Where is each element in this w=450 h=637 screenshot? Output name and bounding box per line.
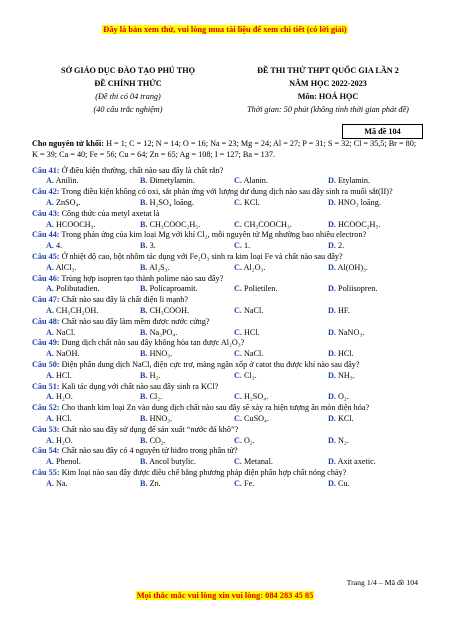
option-text: Cl₂. [149, 392, 163, 402]
option-letter: D. [328, 219, 336, 229]
option-letter: B. [140, 219, 148, 229]
option-letter: C. [234, 392, 242, 402]
option-letter: B. [140, 262, 148, 272]
option-text: Al(OH)₃. [337, 262, 368, 272]
option-letter: C. [234, 219, 242, 229]
option-text: Metanal. [244, 457, 273, 467]
option-text: Fe. [244, 478, 255, 488]
option-letter: D. [328, 413, 336, 423]
exam-code-box: Mã đề 104 [342, 124, 423, 139]
option-text: 2. [338, 241, 345, 251]
answer-option [46, 392, 140, 403]
option-text: NH₃. [338, 370, 355, 380]
option-text: NaNO₃. [338, 327, 365, 337]
option-letter: C. [234, 262, 242, 272]
option-text: Cl₂. [244, 370, 257, 380]
option-letter: A. [46, 219, 54, 229]
option-letter: C. [234, 284, 242, 294]
option-letter: B. [140, 370, 148, 380]
question-49 [32, 338, 424, 349]
option-text: 1. [244, 241, 251, 251]
answer-option [234, 220, 328, 231]
option-text: HCl. [56, 370, 72, 380]
option-text: HCOOCH₃. [56, 219, 96, 229]
school-year: NĂM HỌC 2022-2023 [289, 79, 367, 88]
answer-option [234, 328, 328, 339]
option-letter: A. [46, 478, 54, 488]
question-42 [32, 187, 424, 198]
option-letter: C. [234, 349, 242, 359]
option-text: Ancol butylic. [149, 457, 196, 467]
answer-options [32, 198, 424, 209]
answer-options [32, 306, 424, 317]
answer-option [140, 284, 234, 295]
option-letter: B. [140, 392, 148, 402]
option-text: HNO₃. [149, 413, 173, 423]
question-label: Câu 44: [32, 230, 60, 240]
answer-options [32, 263, 424, 274]
option-text: Zn. [149, 478, 161, 488]
option-text: Alanin. [243, 176, 268, 186]
answer-option [328, 414, 422, 425]
answer-options [32, 479, 424, 490]
answer-option [234, 414, 328, 425]
option-text: Polietilen. [244, 284, 278, 294]
option-text: Na₃PO₄. [149, 327, 178, 337]
option-letter: A. [46, 413, 54, 423]
question-48 [32, 317, 424, 328]
answer-option [234, 457, 328, 468]
option-text: NaCl. [56, 327, 76, 337]
question-text: Kim loại nào sau đây được điều chế bằng phương pháp điện phân hợp chất nóng chảy? [59, 467, 347, 477]
answer-option [328, 479, 422, 490]
option-text: NaCl. [244, 305, 264, 315]
question-text: Chất nào sau đây là chất điện li mạnh? [59, 295, 188, 305]
answer-option [46, 479, 140, 490]
option-letter: D. [328, 176, 336, 186]
option-letter: C. [234, 305, 242, 315]
answer-option [46, 220, 140, 231]
option-letter: D. [328, 327, 336, 337]
atomic-masses-label: Cho nguyên tử khối: [32, 139, 105, 148]
contact-banner-text: Mọi thắc mắc vui lòng xin vui lòng: 084 283 45 85 [136, 591, 314, 600]
answer-options [32, 284, 424, 295]
question-text: Ở điều kiện thường, chất nào sau đây là chất rắn? [59, 165, 224, 175]
question-list [32, 166, 424, 490]
answer-option [46, 176, 140, 187]
option-letter: A. [46, 305, 54, 315]
answer-option [46, 284, 140, 295]
question-52 [32, 403, 424, 414]
header-right [233, 64, 423, 116]
option-letter: B. [140, 413, 148, 423]
answer-option [328, 284, 422, 295]
answer-option [234, 371, 328, 382]
answer-option [46, 457, 140, 468]
answer-option [140, 349, 234, 360]
option-letter: B. [140, 349, 148, 359]
question-text: Công thức của metyl axetat là [59, 208, 160, 218]
department-name: SỞ GIÁO DỤC ĐÀO TẠO PHÚ THỌ [61, 66, 195, 75]
option-text: H₂. [149, 370, 161, 380]
option-text: Etylamin. [338, 176, 371, 186]
option-letter: B. [140, 457, 148, 467]
exam-title: ĐỀ THI THỬ THPT QUỐC GIA LẦN 2 [257, 66, 399, 75]
answer-option [234, 392, 328, 403]
option-letter: D. [328, 241, 336, 251]
option-text: NaCl. [244, 349, 264, 359]
question-text: Trùng hợp isopren tạo thành polime nào sau đây? [59, 273, 224, 283]
answer-options [32, 371, 424, 382]
question-54 [32, 446, 424, 457]
option-letter: B. [140, 176, 148, 186]
option-letter: A. [46, 370, 54, 380]
answer-options [32, 457, 424, 468]
option-letter: B. [140, 241, 148, 251]
option-letter: D. [328, 305, 336, 315]
page-count-note: (Đề thi có 04 trang) [95, 92, 161, 101]
answer-option [234, 198, 328, 209]
option-text: HCl. [338, 349, 354, 359]
answer-option [234, 349, 328, 360]
option-text: Axit axetic. [337, 457, 376, 467]
option-text: ZnSO₄. [56, 197, 81, 207]
subject: Môn: HOÁ HỌC [297, 92, 359, 101]
answer-option [234, 479, 328, 490]
option-letter: B. [140, 305, 148, 315]
answer-option [328, 392, 422, 403]
option-letter: D. [328, 349, 336, 359]
answer-option [140, 436, 234, 447]
question-text: Trong phản ứng của kim loại Mg với khí Cl₂, mỗi nguyên tử Mg nhường bao nhiêu electron? [59, 230, 367, 240]
question-label: Câu 41: [32, 165, 60, 175]
answer-option [46, 263, 140, 274]
answer-option [234, 284, 328, 295]
answer-options [32, 392, 424, 403]
answer-option [46, 306, 140, 317]
question-label: Câu 53: [32, 424, 60, 434]
answer-option [46, 371, 140, 382]
option-text: CO₂. [149, 435, 166, 445]
question-label: Câu 52: [32, 403, 60, 413]
option-letter: D. [328, 370, 336, 380]
answer-options [32, 220, 424, 231]
option-letter: D. [328, 457, 336, 467]
answer-option [46, 414, 140, 425]
question-label: Câu 45: [32, 251, 60, 261]
option-text: 3. [149, 241, 156, 251]
option-text: H₂SO₄ loãng. [149, 197, 194, 207]
question-text: Điện phân dung dịch NaCl, điện cực trơ, màng ngăn xốp ở catot thu được khí nào sau đây? [59, 359, 360, 369]
answer-option [46, 241, 140, 252]
answer-option [328, 457, 422, 468]
question-text: Kali tác dụng với chất nào sau đây sinh ra KCl? [59, 381, 219, 391]
option-text: Đimetylamin. [149, 176, 195, 186]
question-47 [32, 295, 424, 306]
option-text: HNO₃ loãng. [338, 197, 381, 207]
question-51 [32, 382, 424, 393]
answer-option [46, 198, 140, 209]
option-letter: D. [328, 197, 336, 207]
option-letter: C. [234, 327, 242, 337]
option-letter: B. [140, 435, 148, 445]
question-46 [32, 274, 424, 285]
option-text: Policaproamit. [149, 284, 198, 294]
question-label: Câu 46: [32, 273, 60, 283]
answer-option [140, 457, 234, 468]
answer-options [32, 241, 424, 252]
question-53 [32, 425, 424, 436]
option-letter: B. [140, 197, 148, 207]
answer-option [328, 220, 422, 231]
answer-option [328, 198, 422, 209]
question-45 [32, 252, 424, 263]
answer-option [328, 306, 422, 317]
answer-option [140, 241, 234, 252]
answer-option [140, 392, 234, 403]
question-44 [32, 230, 424, 241]
question-text: Trong điều kiện không có oxi, sắt phản ứng với lượng dư dung dịch nào sau đây sinh ra muối sắt(II)? [59, 187, 393, 197]
question-text: Ở nhiệt độ cao, bột nhôm tác dụng với Fe₂O₃ sinh ra kim loại Fe và chất nào sau đây? [59, 251, 343, 261]
question-label: Câu 55: [32, 467, 60, 477]
option-letter: C. [234, 478, 242, 488]
question-text: Cho thanh kim loại Zn vào dung dịch chất nào sau đây sẽ xảy ra hiện tượng ăn mòn điện hóa? [59, 403, 370, 413]
answer-option [140, 306, 234, 317]
option-text: H₂O. [56, 392, 73, 402]
answer-option [234, 436, 328, 447]
question-41 [32, 166, 424, 177]
question-label: Câu 47: [32, 295, 60, 305]
answer-option [140, 479, 234, 490]
answer-option [234, 263, 328, 274]
option-text: 4. [56, 241, 63, 251]
question-text: Dung dịch chất nào sau đây không hòa tan được Al₂O₃? [59, 338, 245, 348]
answer-option [46, 349, 140, 360]
option-text: HCl. [56, 413, 72, 423]
answer-option [140, 371, 234, 382]
option-text: KCl. [244, 197, 260, 207]
option-text: HCl. [244, 327, 260, 337]
answer-option [328, 176, 422, 187]
option-letter: B. [140, 327, 148, 337]
answer-option [234, 176, 328, 187]
option-letter: C. [234, 413, 242, 423]
option-text: Cu. [338, 478, 350, 488]
answer-option [46, 328, 140, 339]
option-letter: C. [234, 176, 242, 186]
option-letter: A. [46, 262, 54, 272]
answer-option [140, 414, 234, 425]
option-letter: A. [46, 197, 54, 207]
answer-options [32, 176, 424, 187]
preview-banner [0, 24, 450, 35]
answer-option [328, 328, 422, 339]
question-text: Chất nào sau đây sử dụng để sản xuất “nước đá khô”? [59, 424, 239, 434]
option-text: Al₂O₃. [243, 262, 266, 272]
option-letter: A. [46, 176, 54, 186]
option-letter: A. [46, 327, 54, 337]
option-text: NaOH. [56, 349, 80, 359]
answer-option [46, 436, 140, 447]
option-text: Polibutadien. [56, 284, 100, 294]
option-letter: C. [234, 241, 242, 251]
question-label: Câu 51: [32, 381, 60, 391]
option-letter: A. [46, 284, 54, 294]
answer-option [140, 220, 234, 231]
option-text: Al₂S₃. [149, 262, 170, 272]
answer-option [140, 176, 234, 187]
option-letter: C. [234, 370, 242, 380]
option-letter: D. [328, 478, 336, 488]
option-text: N₂. [338, 435, 349, 445]
option-text: AlCl₃. [55, 262, 77, 272]
option-text: KCl. [338, 413, 354, 423]
atomic-masses [32, 139, 424, 161]
option-letter: C. [234, 435, 242, 445]
question-label: Câu 48: [32, 316, 60, 326]
answer-option [140, 263, 234, 274]
option-letter: C. [234, 457, 242, 467]
option-text: Anilin. [55, 176, 79, 186]
answer-options [32, 436, 424, 447]
option-text: Phenol. [56, 457, 81, 467]
option-text: CH₃COOC₂H₅. [149, 219, 201, 229]
option-text: HNO₃. [149, 349, 173, 359]
option-letter: A. [46, 392, 54, 402]
answer-option [234, 241, 328, 252]
page-footer: Trang 1/4 – Mã đề 104 [346, 578, 418, 587]
answer-option [140, 328, 234, 339]
option-text: H₂SO₄. [244, 392, 269, 402]
header-left [48, 64, 208, 116]
question-43 [32, 209, 424, 220]
question-label: Câu 54: [32, 446, 60, 456]
question-text: Chất nào sau đây làm mềm được nước cứng? [59, 316, 210, 326]
option-letter: A. [46, 349, 54, 359]
question-label: Câu 50: [32, 359, 60, 369]
option-text: H₂O. [56, 435, 73, 445]
answer-option [328, 241, 422, 252]
question-label: Câu 43: [32, 208, 60, 218]
answer-option [328, 263, 422, 274]
exam-content [32, 139, 424, 490]
option-letter: D. [328, 435, 336, 445]
question-count-note: (40 câu trắc nghiệm) [93, 105, 163, 114]
option-text: CH₃CH₂OH. [56, 305, 99, 315]
answer-options [32, 328, 424, 339]
question-50 [32, 360, 424, 371]
question-label: Câu 42: [32, 187, 60, 197]
option-letter: B. [140, 478, 148, 488]
option-letter: C. [234, 197, 242, 207]
answer-options [32, 349, 424, 360]
option-text: CuSO₄. [244, 413, 269, 423]
option-text: Poliisopren. [338, 284, 378, 294]
atomic-masses-text: H = 1; C = 12; N = 14; O = 16; Na = 23; Mg = 24; Al = 27; P = 31; S = 32; Cl = 35,5; Br = 80; K = 39; Ca = 40; Fe = 56; Cu = 64; Zn = 65; Ag = 108; I = 127; Ba = 137. [32, 139, 417, 159]
preview-banner-text: Đây là bản xem thử, vui lòng mua tài liệu để xem chi tiết (có lời giải) [103, 25, 347, 34]
question-label: Câu 49: [32, 338, 60, 348]
contact-banner [0, 590, 450, 601]
question-text: Chất nào sau đây có 4 nguyên tử hiđro trong phân tử? [59, 446, 238, 456]
answer-option [328, 371, 422, 382]
option-text: HF. [338, 305, 350, 315]
answer-option [328, 349, 422, 360]
option-letter: B. [140, 284, 148, 294]
option-text: HCOOC₂H₅. [338, 219, 381, 229]
question-55 [32, 468, 424, 479]
option-text: CH₃COOCH₃. [244, 219, 292, 229]
option-text: O₂. [338, 392, 349, 402]
option-letter: A. [46, 457, 54, 467]
option-letter: A. [46, 241, 54, 251]
official-label: ĐỀ CHÍNH THỨC [94, 79, 162, 88]
option-letter: A. [46, 435, 54, 445]
option-text: CH₃COOH. [149, 305, 190, 315]
answer-option [140, 198, 234, 209]
time-limit: Thời gian: 50 phút (không tính thời gian phát đề) [247, 105, 409, 114]
answer-option [328, 436, 422, 447]
option-text: Na. [56, 478, 68, 488]
answer-option [234, 306, 328, 317]
option-letter: D. [328, 392, 336, 402]
option-letter: D. [328, 262, 336, 272]
option-letter: D. [328, 284, 336, 294]
answer-options [32, 414, 424, 425]
option-text: O₂. [244, 435, 255, 445]
